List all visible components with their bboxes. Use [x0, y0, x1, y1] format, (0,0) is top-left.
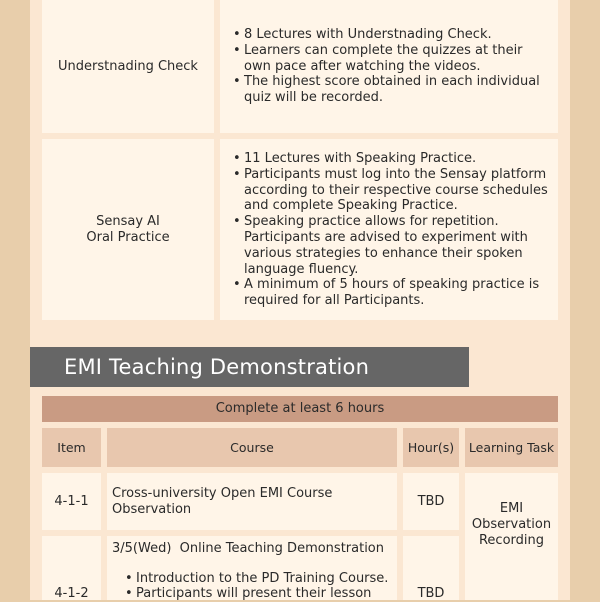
course-title: 3/5(Wed) Online Teaching Demonstration	[112, 541, 385, 556]
row-hours-4-1-1	[403, 473, 459, 530]
header-label: Learning Task	[468, 440, 555, 455]
header-label: Item	[57, 440, 86, 455]
row-item-4-1-2	[42, 536, 101, 600]
learning-task-merged	[465, 473, 558, 600]
activity-bullet-list	[230, 27, 548, 106]
activity-name-line: Sensay AI	[96, 213, 160, 229]
activity-details-sensay-ai	[220, 139, 558, 320]
section-title-banner: EMI Teaching Demonstration	[30, 347, 469, 387]
activity-bullet-list	[230, 151, 548, 309]
activity-details-understanding-check	[220, 0, 558, 133]
activity-name-understanding-check	[42, 0, 214, 133]
activity-name-sensay-ai	[42, 139, 214, 320]
bullet-item: • 11 Lectures with Speaking Practice.	[244, 151, 548, 167]
bullet-item: • The highest score obtained in each individual quiz will be recorded.	[244, 74, 548, 106]
bullet-item: • Speaking practice allows for repetition. Participants are advised to experiment with various strategies to enhance their spoken language fluency.	[244, 214, 548, 277]
header-learning-task	[465, 428, 558, 467]
item-number: 4-1-1	[54, 493, 89, 509]
hours-value: TBD	[417, 586, 445, 601]
bullet-item: • Participants will present their lesson	[136, 586, 389, 600]
row-hours-4-1-2	[403, 536, 459, 600]
activity-name-line: Oral Practice	[86, 229, 170, 245]
row-course-4-1-2	[107, 536, 397, 600]
header-hours	[403, 428, 459, 467]
bullet-item: • Participants must log into the Sensay platform according to their respective course schedules and complete Speaking Practice.	[244, 167, 548, 214]
item-number: 4-1-2	[54, 586, 89, 601]
header-label: Course	[230, 440, 274, 455]
header-item	[42, 428, 101, 467]
bullet-item: • 8 Lectures with Understnading Check.	[244, 27, 548, 43]
task-line: Observation	[471, 517, 552, 532]
activity-name-line: Understnading Check	[58, 58, 198, 74]
row-item-4-1-1	[42, 473, 101, 530]
bullet-item: • A minimum of 5 hours of speaking practice is required for all Participants.	[244, 277, 548, 309]
course-bullet-list	[112, 571, 389, 600]
header-course	[107, 428, 397, 467]
course-title: Cross-university Open EMI Course Observation	[112, 486, 333, 517]
requirement-bar: Complete at least 6 hours	[42, 396, 558, 422]
task-line: Recording	[478, 533, 545, 548]
task-line: EMI	[499, 501, 524, 516]
header-label: Hour(s)	[407, 440, 455, 455]
row-course-4-1-1	[107, 473, 397, 530]
bullet-item: • Learners can complete the quizzes at their own pace after watching the videos.	[244, 43, 548, 75]
hours-value: TBD	[417, 493, 445, 509]
bullet-item: • Introduction to the PD Training Course.	[136, 571, 389, 586]
